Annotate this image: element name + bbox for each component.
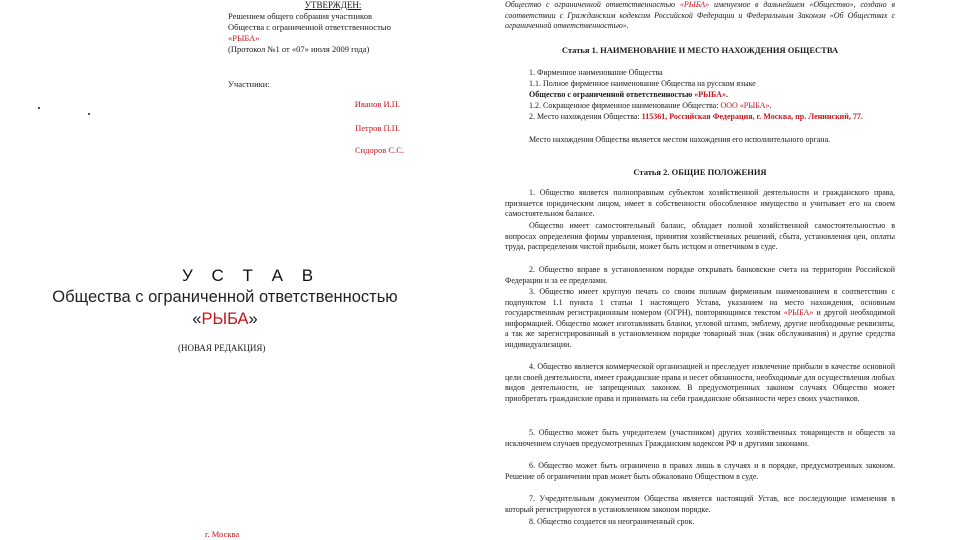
approval-line: Решением общего собрания участников (228, 11, 372, 21)
address-label: 2. Место нахождения Общества: (529, 112, 642, 121)
city-label: г. Москва (205, 529, 240, 539)
paragraph-seal (505, 287, 895, 351)
seal-text: 3. Общество имеет круглую печать со своим полным фирменным наименованием в соответствии с подпунктом 1.1 пункта 1 статьи 1 настоящего Устава, указанием на место нахождения, основным государственным регистрационным номером (ОГРН), повторяющимся текстом (505, 287, 895, 318)
paragraph: 8. Общество создается на неограниченный срок. (529, 517, 695, 526)
document-title: У С Т А В (182, 266, 321, 285)
short-name-text: 1.2. Сокращенное фирменное наименование Общества: (529, 101, 721, 110)
approval-company-name: «РЫБА» (228, 33, 260, 43)
company-address: 115361, Российская Федерация, г. Москва, пр. Ленинский, 77. (641, 112, 863, 121)
paragraph: 7. Учредительным документом Общества является настоящий Устав, все последующие изменения в который регистрируются в установленном законом порядке. (505, 494, 895, 514)
intro-company-name: «РЫБА» (679, 0, 710, 9)
seal-company-name: «РЫБА» (783, 308, 814, 318)
quote-open: « (192, 310, 202, 328)
short-name-text: . (769, 101, 772, 110)
full-name-text: . (725, 90, 728, 99)
right-page (505, 0, 905, 540)
scan-speck (38, 107, 40, 109)
paragraph: Общество имеет самостоятельный баланс, обладает полной хозяйственной самостоятельностью в вопросах определения формы управления, принятия хозяйственных решений, сбыта, установления цен, оплаты труда, распределения чистой прибыли, может быть истцом и ответчиком в суде. (505, 221, 895, 252)
full-company-name: «РЫБА» (694, 90, 726, 99)
paragraph: 4. Общество является коммерческой организацией и преследует извлечение прибыли в качестве основной цели своей деятельности, имеет гражданские права и несет обязанности, необходимые для осуществления любых видов деятельности, не запрещенных законом. В предусмотренных законом случаях Общество может приобретать гражданские права и принимать на себя гражданские обязанности через своих участников. (505, 362, 895, 403)
approval-block (228, 0, 438, 55)
edition-label: (НОВАЯ РЕДАКЦИЯ) (178, 343, 266, 353)
article-1-heading: Статья 1. НАИМЕНОВАНИЕ И МЕСТО НАХОЖДЕНИЯ ОБЩЕСТВА (561, 45, 839, 55)
address-paragraph (505, 112, 895, 123)
paragraph: Место нахождения Общества является местом нахождения его исполнительного органа. (529, 135, 831, 144)
company-name: РЫБА (201, 310, 249, 328)
signatory: Петров П.П. (355, 123, 400, 133)
full-name-line (505, 90, 895, 101)
paragraph: 6. Общество может быть ограничено в правах лишь в случаях и в порядке, предусмотренных законом. Решение об ограничении прав может быть обжаловано Обществом в суде. (505, 461, 895, 481)
paragraph: 5. Общество может быть учредителем (участником) других хозяйственных товариществ и обществ за исключением случаев предусмотренных Гражданским кодексом РФ и другими законами. (505, 428, 895, 448)
full-name-text: Общество с ограниченной ответственностью (529, 90, 695, 99)
paragraph: 1.1. Полное фирменное наименование Общества на русском языке (529, 79, 756, 88)
left-page (0, 0, 470, 540)
signatory: Иванов И.П. (354, 99, 400, 109)
short-name-line (505, 101, 895, 112)
participants-label: Участники: (228, 79, 270, 89)
approval-title: УТВЕРЖДЕН: (304, 0, 362, 10)
company-name-line (0, 310, 450, 329)
approval-protocol: (Протокол №1 от «07» июля 2009 года) (228, 44, 370, 54)
seal-text: и другой необходимой информацией. Общество может изготавливать бланки, угловой штамп, эмблему, другие необходимые реквизиты, а так же зарегистрированный в установленном порядке товарный знак (знак обслуживания) и другие средства индивидуализации. (505, 308, 895, 349)
scan-speck (88, 113, 90, 115)
article-2-heading: Статья 2. ОБЩИЕ ПОЛОЖЕНИЯ (633, 167, 767, 177)
short-company-name: ООО «РЫБА» (720, 101, 770, 110)
paragraph: 1. Фирменное наименование Общества (529, 68, 663, 77)
intro-paragraph (505, 0, 895, 32)
paragraph: 2. Общество вправе в установленном порядке открывать банковские счета на территории Российской Федерации и за ее пределами. (505, 265, 895, 285)
signatory: Сидоров С.С. (354, 145, 404, 155)
paragraph: 1. Общество является полноправным субъектом хозяйственной деятельности и гражданского права, признается юридическим лицом, имеет в собственности обособленное имущество и учитывает его на своем самостоятельном балансе. (505, 188, 895, 219)
approval-line: Общества с ограниченной ответственностью (228, 22, 392, 32)
intro-text: именуемое в дальнейшем «Общество», создано в соответствии с Гражданским кодексом Российской Федерации и Федеральным Законом «Об Обществах с ограниченной ответственностью». (505, 0, 896, 31)
company-form-line: Общества с ограниченной ответственностью (52, 288, 398, 306)
quote-close: » (248, 310, 258, 328)
intro-text: Общество с ограниченной ответственностью (505, 0, 680, 9)
